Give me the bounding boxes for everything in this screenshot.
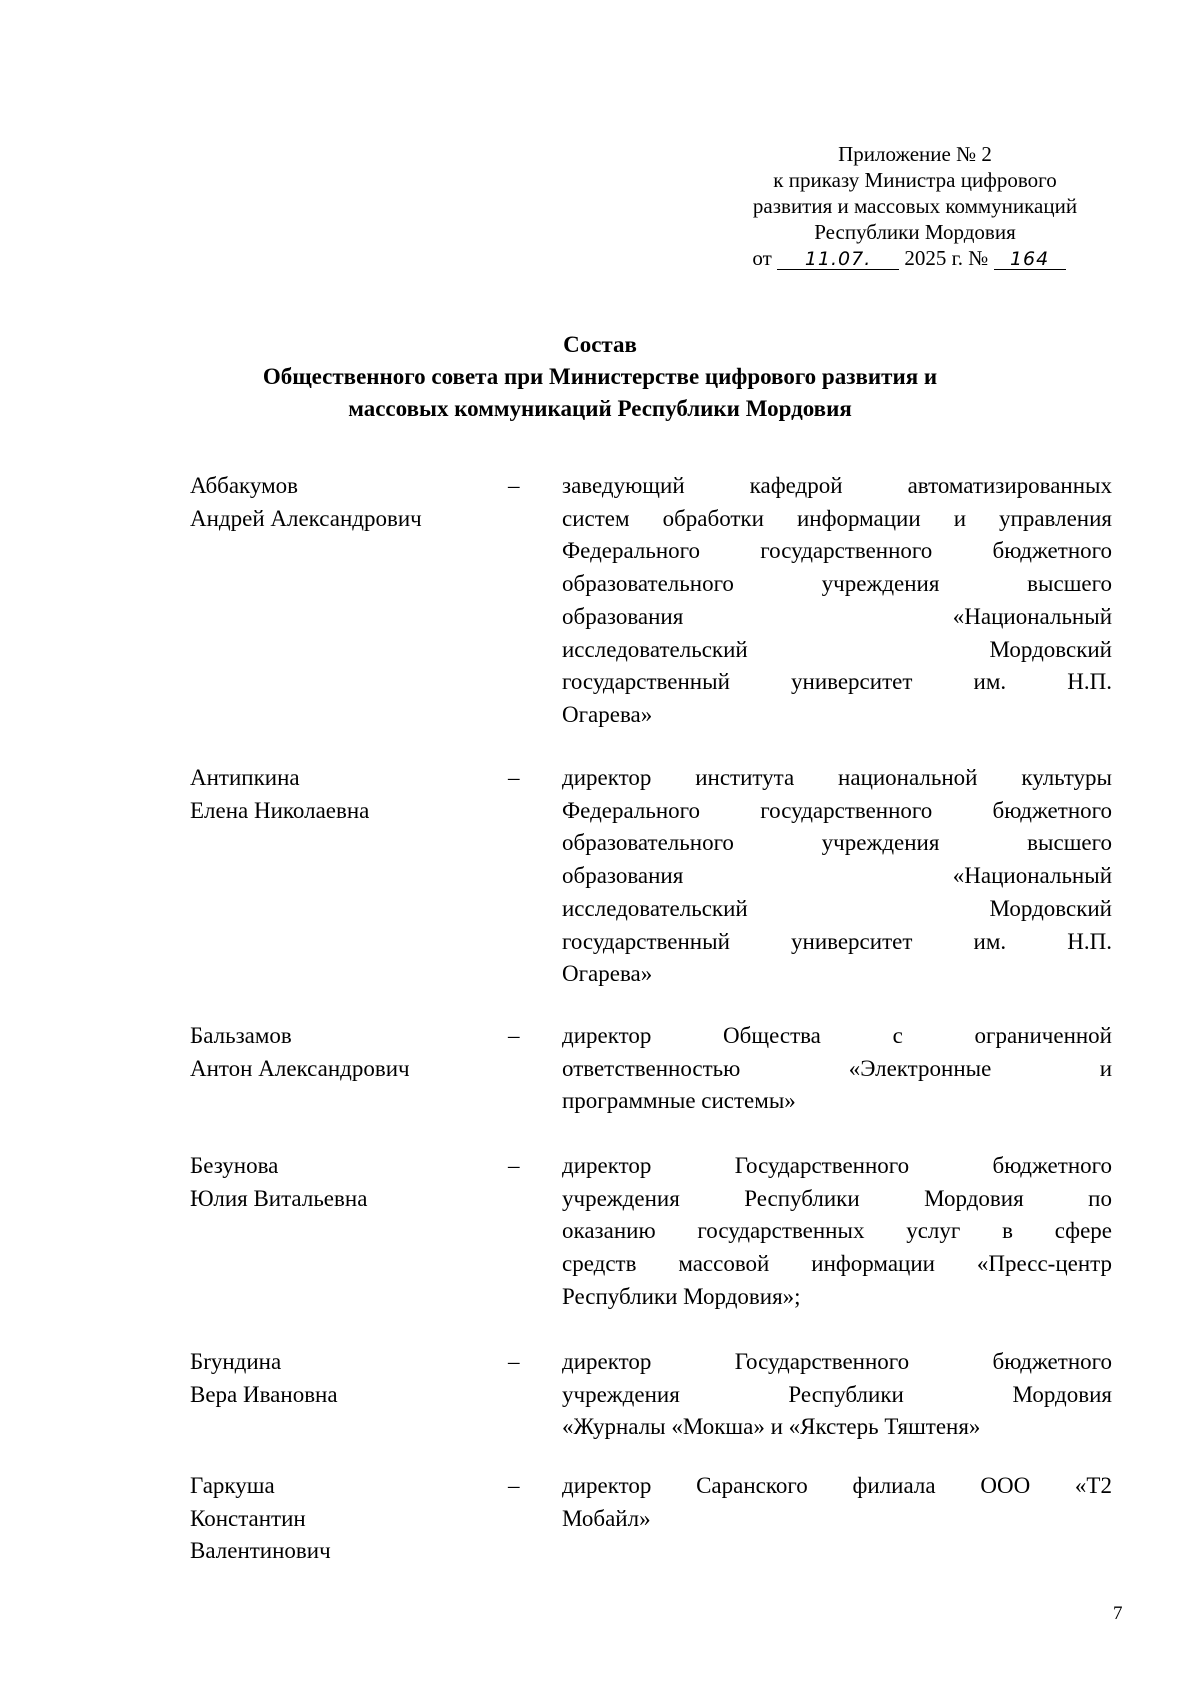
handwritten-date: 11.07. [777, 249, 899, 270]
position-line: исследовательский Мордовский [562, 636, 1112, 662]
member-surname: Бryндина [190, 1349, 282, 1374]
title-line: Состав [563, 332, 637, 357]
member-patronymic: Валентинович [190, 1538, 331, 1564]
dash-separator: – [508, 1473, 520, 1498]
position-line: директор Государственного бюджетного [562, 1153, 1112, 1178]
handwritten-order-number: 164 [994, 249, 1066, 270]
dash-separator: – [508, 765, 520, 790]
member-surname: Аббакумов [190, 473, 299, 498]
position-line: «Журналы «Мокша» и «Якстерь Тяштеня» [562, 1414, 981, 1440]
member-name [190, 1150, 490, 1215]
member-surname: Антипкина [190, 765, 300, 790]
position-line: образования «Национальный [562, 863, 1112, 889]
position-line: Огарева» [562, 961, 653, 987]
position-line: Федерального государственного бюджетного [562, 797, 1112, 823]
member-name [190, 762, 490, 827]
member-name [190, 470, 490, 535]
appendix-line: Приложение № 2 [838, 142, 992, 166]
member-surname: Безунова [190, 1153, 279, 1178]
position-line: образования «Национальный [562, 603, 1112, 629]
year-text: 2025 г. № [904, 246, 989, 270]
position-line: директор Государственного бюджетного [562, 1349, 1112, 1374]
member-given-names: Антон Александрович [190, 1055, 410, 1081]
order-date-line [684, 245, 1134, 271]
member-position [562, 1346, 1112, 1444]
appendix-block [690, 141, 1140, 271]
title-line: массовых коммуникаций Республики Мордовия [348, 396, 852, 421]
member-name [190, 1346, 490, 1411]
member-given-names: Константин [190, 1505, 306, 1531]
dash-separator: – [508, 473, 520, 498]
document-title [0, 329, 1200, 425]
position-line: ответственностью «Электронные и [562, 1055, 1112, 1081]
position-line: государственный университет им. Н.П. [562, 928, 1112, 954]
position-line: директор Саранского филиала ООО «Т2 [562, 1473, 1112, 1498]
member-surname: Гаркуша [190, 1473, 275, 1498]
member-given-names: Вера Ивановна [190, 1381, 338, 1407]
position-line: учреждения Республики Мордовия [562, 1381, 1112, 1407]
position-line: Мобайл» [562, 1505, 651, 1531]
appendix-line: к приказу Министра цифрового [773, 168, 1057, 192]
page-number: 7 [1113, 1603, 1123, 1624]
position-line: средств массовой информации «Пресс-центр [562, 1251, 1112, 1277]
dash-separator: – [508, 1023, 520, 1048]
position-line: систем обработки информации и управления [562, 505, 1112, 531]
member-given-names: Елена Николаевна [190, 797, 370, 823]
position-line: исследовательский Мордовский [562, 895, 1112, 921]
position-line: Федерального государственного бюджетного [562, 538, 1112, 564]
member-name [190, 1020, 490, 1085]
position-line: директор института национальной культуры [562, 765, 1112, 790]
position-line: оказанию государственных услуг в сфере [562, 1218, 1112, 1244]
position-line: учреждения Республики Мордовия по [562, 1185, 1112, 1211]
dash-separator: – [508, 1349, 520, 1374]
position-line: государственный университет им. Н.П. [562, 669, 1112, 695]
position-line: Республики Мордовия»; [562, 1283, 801, 1309]
position-line: образовательного учреждения высшего [562, 571, 1112, 597]
member-position [562, 470, 1112, 732]
position-line: директор Общества с ограниченной [562, 1023, 1112, 1048]
dash-separator: – [508, 1153, 520, 1178]
position-line: программные системы» [562, 1088, 796, 1114]
member-position [562, 1020, 1112, 1118]
appendix-line: развития и массовых коммуникаций [752, 194, 1078, 218]
position-line: Огарева» [562, 701, 653, 727]
member-position [562, 1150, 1112, 1314]
appendix-line: Республики Мордовия [814, 220, 1016, 244]
member-position [562, 762, 1112, 991]
position-line: образовательного учреждения высшего [562, 830, 1112, 856]
member-given-names: Андрей Александрович [190, 505, 422, 531]
member-position [562, 1470, 1112, 1535]
title-line: Общественного совета при Министерстве цифрового развития и [262, 364, 938, 389]
member-surname: Бальзамов [190, 1023, 292, 1048]
date-prefix: от [752, 246, 772, 270]
member-given-names: Юлия Витальевна [190, 1185, 368, 1211]
position-line: заведующий кафедрой автоматизированных [562, 473, 1112, 498]
member-name [190, 1470, 490, 1568]
